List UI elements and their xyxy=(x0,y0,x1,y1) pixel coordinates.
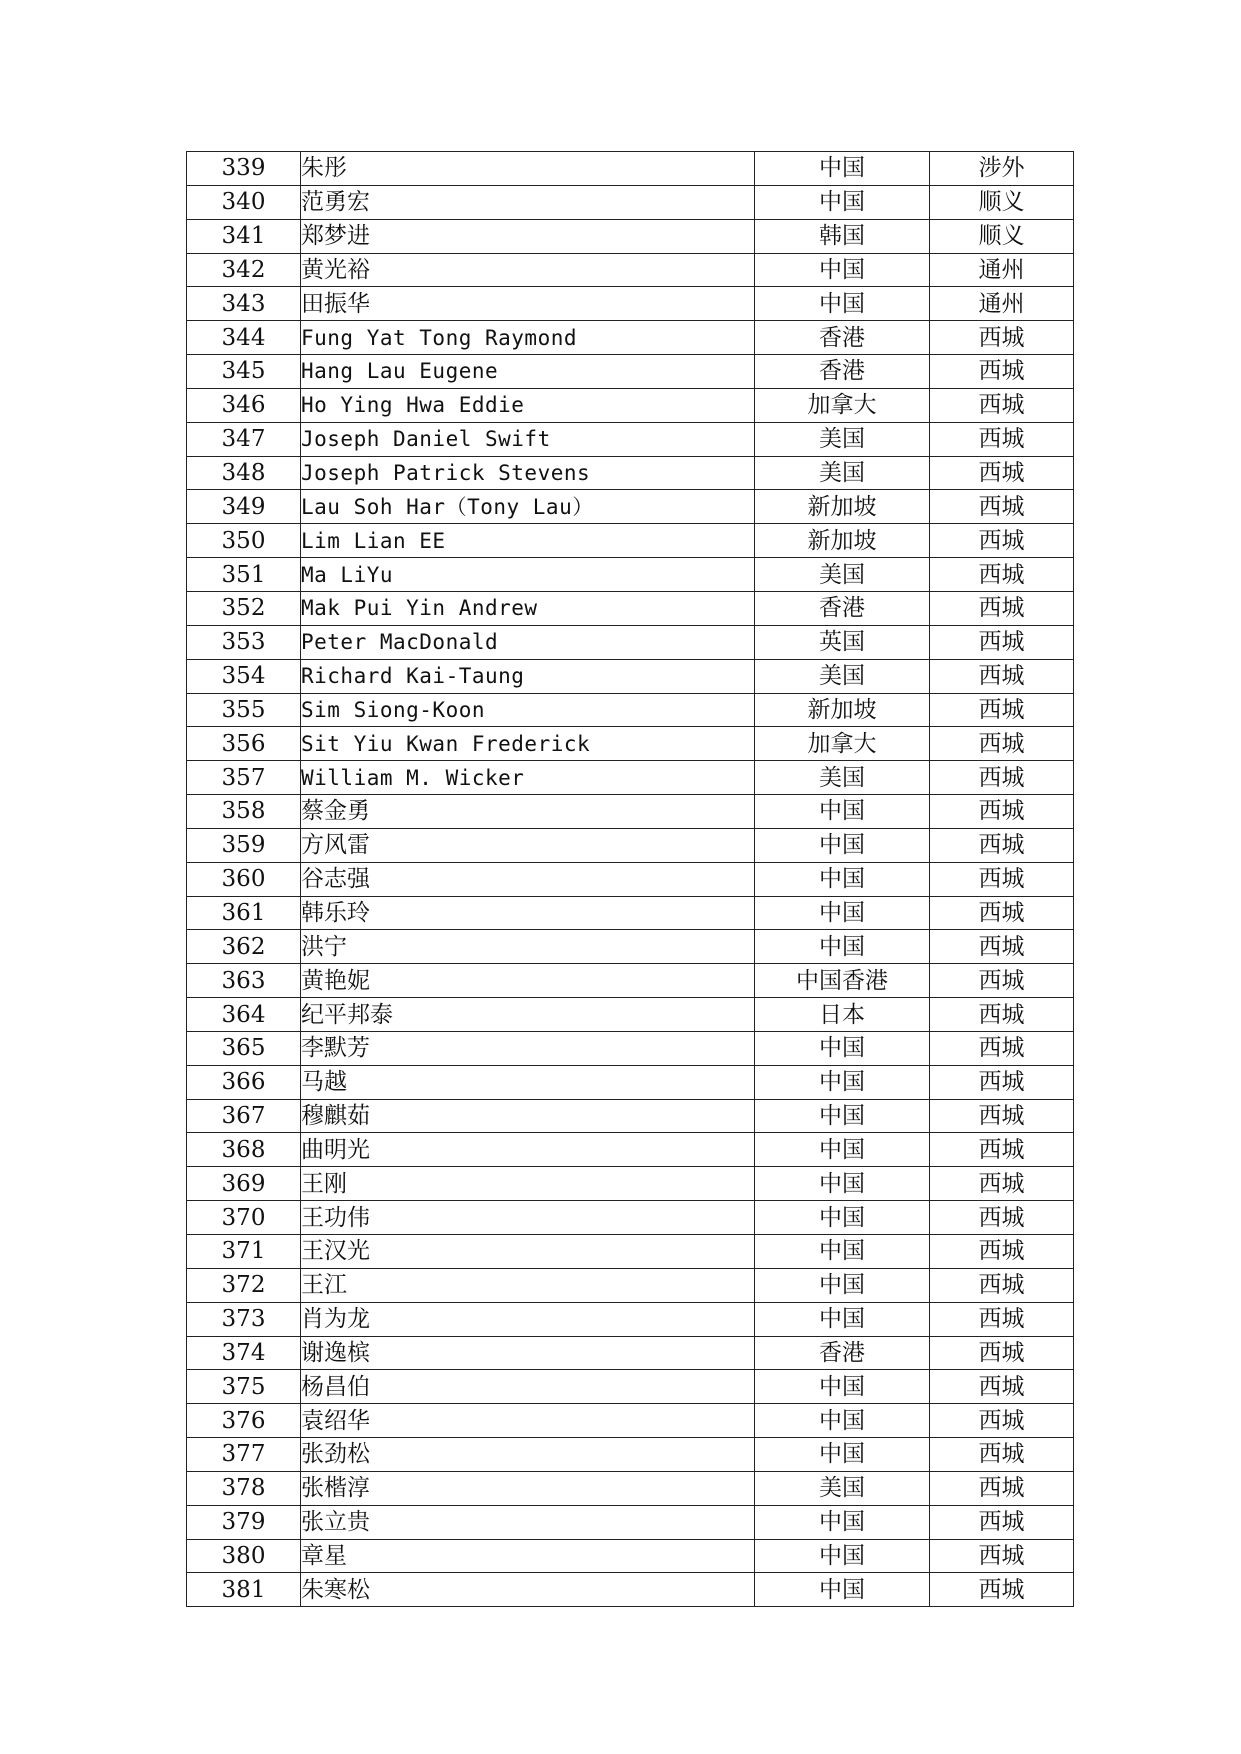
table-row xyxy=(187,1031,1074,1065)
row-number: 355 xyxy=(187,693,301,727)
district-cell: 西城 xyxy=(930,1031,1074,1065)
row-number: 341 xyxy=(187,219,301,253)
country-cell: 中国 xyxy=(755,1438,930,1472)
person-name: 黄艳妮 xyxy=(301,964,755,998)
country-cell: 英国 xyxy=(755,625,930,659)
district-cell: 西城 xyxy=(930,1302,1074,1336)
table-row xyxy=(187,1065,1074,1099)
table-row xyxy=(187,1099,1074,1133)
row-number: 344 xyxy=(187,321,301,355)
person-name: Joseph Patrick Stevens xyxy=(301,456,755,490)
country-cell: 美国 xyxy=(755,659,930,693)
row-number: 378 xyxy=(187,1471,301,1505)
roster-table-body xyxy=(187,152,1074,1607)
district-cell: 西城 xyxy=(930,625,1074,659)
country-cell: 香港 xyxy=(755,1336,930,1370)
table-row xyxy=(187,490,1074,524)
district-cell: 西城 xyxy=(930,1505,1074,1539)
country-cell: 香港 xyxy=(755,591,930,625)
row-number: 363 xyxy=(187,964,301,998)
country-cell: 中国 xyxy=(755,1133,930,1167)
district-cell: 西城 xyxy=(930,1336,1074,1370)
table-row xyxy=(187,862,1074,896)
row-number: 361 xyxy=(187,896,301,930)
district-cell: 西城 xyxy=(930,1167,1074,1201)
person-name: Richard Kai-Taung xyxy=(301,659,755,693)
district-cell: 西城 xyxy=(930,930,1074,964)
table-row xyxy=(187,1573,1074,1607)
district-cell: 西城 xyxy=(930,422,1074,456)
person-name: 肖为龙 xyxy=(301,1302,755,1336)
person-name: 方风雷 xyxy=(301,828,755,862)
country-cell: 中国 xyxy=(755,862,930,896)
table-row xyxy=(187,1302,1074,1336)
country-cell: 中国 xyxy=(755,1099,930,1133)
table-row xyxy=(187,321,1074,355)
district-cell: 西城 xyxy=(930,355,1074,389)
person-name: 李默芳 xyxy=(301,1031,755,1065)
district-cell: 西城 xyxy=(930,1235,1074,1269)
table-row xyxy=(187,1268,1074,1302)
person-name: Hang Lau Eugene xyxy=(301,355,755,389)
row-number: 381 xyxy=(187,1573,301,1607)
district-cell: 西城 xyxy=(930,456,1074,490)
table-row xyxy=(187,1505,1074,1539)
country-cell: 中国 xyxy=(755,185,930,219)
table-row xyxy=(187,524,1074,558)
country-cell: 中国 xyxy=(755,1065,930,1099)
district-cell: 西城 xyxy=(930,795,1074,829)
district-cell: 西城 xyxy=(930,1573,1074,1607)
person-name: Peter MacDonald xyxy=(301,625,755,659)
country-cell: 中国 xyxy=(755,1268,930,1302)
row-number: 365 xyxy=(187,1031,301,1065)
row-number: 368 xyxy=(187,1133,301,1167)
person-name: 谷志强 xyxy=(301,862,755,896)
district-cell: 西城 xyxy=(930,558,1074,592)
person-name: 张立贵 xyxy=(301,1505,755,1539)
row-number: 376 xyxy=(187,1404,301,1438)
table-row xyxy=(187,1133,1074,1167)
district-cell: 西城 xyxy=(930,1539,1074,1573)
table-row xyxy=(187,591,1074,625)
row-number: 377 xyxy=(187,1438,301,1472)
row-number: 352 xyxy=(187,591,301,625)
country-cell: 日本 xyxy=(755,998,930,1032)
person-name: Lim Lian EE xyxy=(301,524,755,558)
country-cell: 中国 xyxy=(755,1573,930,1607)
row-number: 366 xyxy=(187,1065,301,1099)
district-cell: 西城 xyxy=(930,828,1074,862)
country-cell: 韩国 xyxy=(755,219,930,253)
table-row xyxy=(187,253,1074,287)
district-cell: 西城 xyxy=(930,1268,1074,1302)
country-cell: 加拿大 xyxy=(755,727,930,761)
person-name: 谢逸槟 xyxy=(301,1336,755,1370)
table-row xyxy=(187,388,1074,422)
country-cell: 美国 xyxy=(755,558,930,592)
person-name: Ho Ying Hwa Eddie xyxy=(301,388,755,422)
person-name: 张劲松 xyxy=(301,1438,755,1472)
person-name: Sim Siong-Koon xyxy=(301,693,755,727)
person-name: Fung Yat Tong Raymond xyxy=(301,321,755,355)
person-name: 袁绍华 xyxy=(301,1404,755,1438)
row-number: 374 xyxy=(187,1336,301,1370)
table-row xyxy=(187,355,1074,389)
person-name: 穆麒茹 xyxy=(301,1099,755,1133)
country-cell: 中国 xyxy=(755,152,930,186)
district-cell: 西城 xyxy=(930,1370,1074,1404)
table-row xyxy=(187,1336,1074,1370)
district-cell: 西城 xyxy=(930,591,1074,625)
row-number: 351 xyxy=(187,558,301,592)
country-cell: 中国 xyxy=(755,1370,930,1404)
table-row xyxy=(187,761,1074,795)
table-row xyxy=(187,659,1074,693)
person-name: 韩乐玲 xyxy=(301,896,755,930)
person-name: 田振华 xyxy=(301,287,755,321)
district-cell: 西城 xyxy=(930,998,1074,1032)
row-number: 348 xyxy=(187,456,301,490)
row-number: 357 xyxy=(187,761,301,795)
person-name: William M. Wicker xyxy=(301,761,755,795)
district-cell: 西城 xyxy=(930,388,1074,422)
country-cell: 中国 xyxy=(755,1404,930,1438)
table-row xyxy=(187,693,1074,727)
country-cell: 中国 xyxy=(755,1505,930,1539)
table-row xyxy=(187,896,1074,930)
table-row xyxy=(187,152,1074,186)
person-name: 黄光裕 xyxy=(301,253,755,287)
district-cell: 西城 xyxy=(930,1404,1074,1438)
table-row xyxy=(187,456,1074,490)
district-cell: 西城 xyxy=(930,1065,1074,1099)
country-cell: 新加坡 xyxy=(755,524,930,558)
table-row xyxy=(187,1438,1074,1472)
row-number: 380 xyxy=(187,1539,301,1573)
country-cell: 新加坡 xyxy=(755,490,930,524)
table-row xyxy=(187,287,1074,321)
person-name: Mak Pui Yin Andrew xyxy=(301,591,755,625)
district-cell: 西城 xyxy=(930,321,1074,355)
row-number: 379 xyxy=(187,1505,301,1539)
country-cell: 中国香港 xyxy=(755,964,930,998)
table-row xyxy=(187,1471,1074,1505)
district-cell: 西城 xyxy=(930,659,1074,693)
row-number: 356 xyxy=(187,727,301,761)
table-row xyxy=(187,422,1074,456)
table-row xyxy=(187,558,1074,592)
row-number: 354 xyxy=(187,659,301,693)
row-number: 340 xyxy=(187,185,301,219)
row-number: 346 xyxy=(187,388,301,422)
country-cell: 美国 xyxy=(755,1471,930,1505)
district-cell: 西城 xyxy=(930,1471,1074,1505)
person-name: 朱寒松 xyxy=(301,1573,755,1607)
row-number: 371 xyxy=(187,1235,301,1269)
row-number: 358 xyxy=(187,795,301,829)
table-row xyxy=(187,998,1074,1032)
country-cell: 香港 xyxy=(755,355,930,389)
district-cell: 顺义 xyxy=(930,219,1074,253)
country-cell: 美国 xyxy=(755,761,930,795)
row-number: 350 xyxy=(187,524,301,558)
row-number: 359 xyxy=(187,828,301,862)
district-cell: 西城 xyxy=(930,490,1074,524)
district-cell: 西城 xyxy=(930,1438,1074,1472)
table-row xyxy=(187,625,1074,659)
row-number: 373 xyxy=(187,1302,301,1336)
table-row xyxy=(187,828,1074,862)
person-name: 杨昌伯 xyxy=(301,1370,755,1404)
table-row xyxy=(187,1201,1074,1235)
person-name: 张楷淳 xyxy=(301,1471,755,1505)
district-cell: 西城 xyxy=(930,1099,1074,1133)
table-row xyxy=(187,795,1074,829)
person-name: 王汉光 xyxy=(301,1235,755,1269)
district-cell: 西城 xyxy=(930,896,1074,930)
district-cell: 西城 xyxy=(930,524,1074,558)
table-row xyxy=(187,727,1074,761)
country-cell: 美国 xyxy=(755,456,930,490)
row-number: 342 xyxy=(187,253,301,287)
district-cell: 通州 xyxy=(930,253,1074,287)
person-name: 王功伟 xyxy=(301,1201,755,1235)
table-row xyxy=(187,1235,1074,1269)
country-cell: 中国 xyxy=(755,1302,930,1336)
row-number: 339 xyxy=(187,152,301,186)
country-cell: 中国 xyxy=(755,253,930,287)
table-row xyxy=(187,964,1074,998)
row-number: 349 xyxy=(187,490,301,524)
person-name: Sit Yiu Kwan Frederick xyxy=(301,727,755,761)
row-number: 345 xyxy=(187,355,301,389)
country-cell: 中国 xyxy=(755,795,930,829)
table-row xyxy=(187,1539,1074,1573)
country-cell: 中国 xyxy=(755,287,930,321)
row-number: 364 xyxy=(187,998,301,1032)
district-cell: 涉外 xyxy=(930,152,1074,186)
district-cell: 西城 xyxy=(930,1133,1074,1167)
row-number: 375 xyxy=(187,1370,301,1404)
country-cell: 新加坡 xyxy=(755,693,930,727)
country-cell: 中国 xyxy=(755,828,930,862)
person-name: 蔡金勇 xyxy=(301,795,755,829)
person-name: 范勇宏 xyxy=(301,185,755,219)
country-cell: 美国 xyxy=(755,422,930,456)
table-row xyxy=(187,219,1074,253)
district-cell: 西城 xyxy=(930,964,1074,998)
person-name: 王刚 xyxy=(301,1167,755,1201)
person-name: Ma LiYu xyxy=(301,558,755,592)
country-cell: 中国 xyxy=(755,896,930,930)
row-number: 347 xyxy=(187,422,301,456)
row-number: 372 xyxy=(187,1268,301,1302)
country-cell: 加拿大 xyxy=(755,388,930,422)
country-cell: 香港 xyxy=(755,321,930,355)
country-cell: 中国 xyxy=(755,1201,930,1235)
person-name: 章星 xyxy=(301,1539,755,1573)
table-row xyxy=(187,1370,1074,1404)
person-name: 郑梦进 xyxy=(301,219,755,253)
country-cell: 中国 xyxy=(755,930,930,964)
row-number: 360 xyxy=(187,862,301,896)
district-cell: 西城 xyxy=(930,862,1074,896)
person-name: 马越 xyxy=(301,1065,755,1099)
table-row xyxy=(187,185,1074,219)
person-name: 王江 xyxy=(301,1268,755,1302)
row-number: 362 xyxy=(187,930,301,964)
person-name: Joseph Daniel Swift xyxy=(301,422,755,456)
district-cell: 西城 xyxy=(930,1201,1074,1235)
person-name: 朱彤 xyxy=(301,152,755,186)
row-number: 370 xyxy=(187,1201,301,1235)
table-row xyxy=(187,1167,1074,1201)
person-name: 洪宁 xyxy=(301,930,755,964)
country-cell: 中国 xyxy=(755,1167,930,1201)
district-cell: 顺义 xyxy=(930,185,1074,219)
person-name: Lau Soh Har（Tony Lau） xyxy=(301,490,755,524)
row-number: 367 xyxy=(187,1099,301,1133)
person-name: 曲明光 xyxy=(301,1133,755,1167)
table-row xyxy=(187,1404,1074,1438)
district-cell: 西城 xyxy=(930,761,1074,795)
country-cell: 中国 xyxy=(755,1539,930,1573)
roster-table xyxy=(186,151,1074,1607)
row-number: 353 xyxy=(187,625,301,659)
country-cell: 中国 xyxy=(755,1235,930,1269)
country-cell: 中国 xyxy=(755,1031,930,1065)
person-name: 纪平邦泰 xyxy=(301,998,755,1032)
district-cell: 通州 xyxy=(930,287,1074,321)
row-number: 343 xyxy=(187,287,301,321)
district-cell: 西城 xyxy=(930,727,1074,761)
row-number: 369 xyxy=(187,1167,301,1201)
table-row xyxy=(187,930,1074,964)
district-cell: 西城 xyxy=(930,693,1074,727)
